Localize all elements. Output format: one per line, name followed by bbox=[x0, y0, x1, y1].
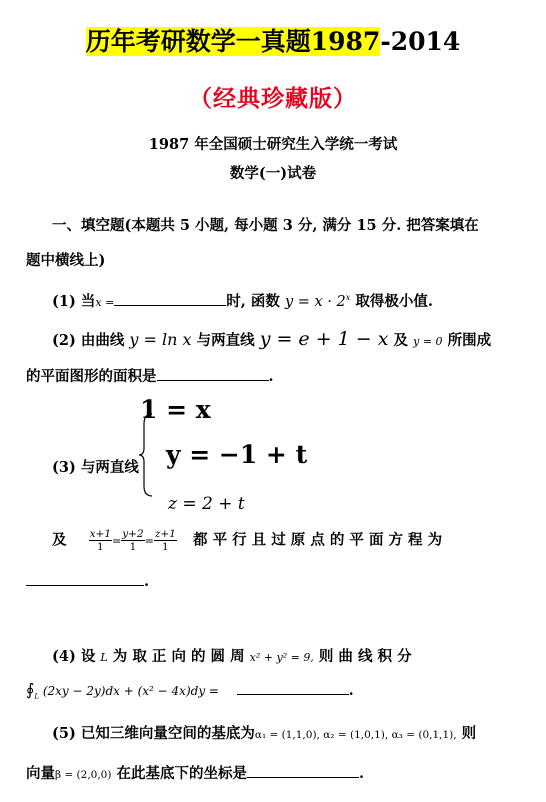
section-intro-line2: 题中横线上) bbox=[26, 252, 106, 269]
q4-tail: 则 曲 线 积 分 bbox=[318, 648, 412, 665]
q2-and: 及 bbox=[393, 332, 409, 349]
q2-line2: y = 0 bbox=[413, 335, 443, 348]
question-4-integral bbox=[26, 680, 354, 700]
q3-brace-icon bbox=[138, 412, 154, 498]
q5-mid: 在此基底下的坐标是 bbox=[111, 765, 248, 782]
q3-tail: 都 平 行 且 过 原 点 的 平 面 方 程 为 bbox=[193, 531, 443, 549]
q4-end: . bbox=[348, 682, 354, 699]
q4-circle: x² + y² = 9, bbox=[249, 651, 314, 664]
question-1 bbox=[52, 290, 433, 311]
question-4 bbox=[52, 645, 412, 666]
q1-tail: 取得极小值. bbox=[350, 293, 433, 310]
q4-integrand: (2xy − 2y)dx + (x² − 4x)dy = bbox=[42, 684, 219, 698]
q5-end: . bbox=[359, 765, 365, 782]
question-3-condition: 及 $\frac{x+1}{1}$ = $\frac{y+2}{1}$ = $\frac{z+1}{1}$ 都 平 行 且 过 原 点 的 平 面 方 程 为 bbox=[52, 528, 443, 553]
q3-label: (3) 与两直线 bbox=[52, 459, 139, 476]
paper-title: 数学(一)试卷 bbox=[229, 165, 317, 182]
q3-and: 及 bbox=[52, 531, 67, 549]
q5-vector-label: 向量 bbox=[26, 765, 55, 782]
q1-eq: = bbox=[101, 296, 115, 309]
q2-end: . bbox=[268, 368, 274, 385]
doc-title-tail: -2014 bbox=[380, 27, 461, 56]
q5-then: 则 bbox=[456, 725, 477, 742]
question-5 bbox=[52, 722, 476, 743]
q3-end: . bbox=[144, 573, 150, 590]
q4-mid: 为 取 正 向 的 圆 周 bbox=[112, 648, 245, 665]
q3-eq1: 1 = x bbox=[140, 395, 211, 424]
question-5-line2 bbox=[26, 762, 364, 783]
question-2-line2 bbox=[26, 365, 274, 386]
question-3-answer bbox=[26, 571, 149, 590]
q2-tail: 所围成 bbox=[442, 332, 492, 349]
q2-answer-blank[interactable] bbox=[157, 366, 269, 381]
q3-frac3: $\frac{z+1}{1}$ bbox=[154, 528, 176, 553]
q3-eq2: y = −1 + t bbox=[166, 440, 308, 469]
q1-exp: x bbox=[345, 293, 351, 303]
q2-prefix: (2) 由曲线 bbox=[52, 332, 125, 349]
q4-prefix: (4) 设 bbox=[52, 648, 96, 665]
q1-var: x bbox=[95, 296, 102, 309]
q1-answer-blank[interactable] bbox=[114, 291, 226, 306]
q5-answer-blank[interactable] bbox=[247, 763, 359, 778]
q1-mid: 时, 函数 bbox=[226, 293, 280, 310]
doc-title-highlight: 历年考研数学一真题1987 bbox=[85, 27, 381, 56]
q3-frac1: $\frac{x+1}{1}$ bbox=[89, 528, 112, 553]
q2-mid: 与两直线 bbox=[191, 332, 255, 349]
q5-basis: α₁ = (1,1,0), α₂ = (1,0,1), α₃ = (0,1,1), bbox=[254, 729, 457, 741]
q5-prefix: (5) 已知三维向量空间的基底为 bbox=[52, 725, 255, 742]
q4-sub: L bbox=[34, 692, 39, 701]
q5-beta: β = (2,0,0) bbox=[55, 769, 112, 781]
q4-L: L bbox=[100, 651, 108, 664]
section-intro-line1: 一、填空题(本题共 5 小题, 每小题 3 分, 满分 15 分. 把答案填在 bbox=[52, 217, 479, 234]
q2-line: y = e + 1 − x bbox=[259, 328, 389, 350]
q1-prefix: (1) 当 bbox=[52, 293, 96, 310]
q2-line2-text: 的平面图形的面积是 bbox=[26, 368, 157, 385]
q4-answer-blank[interactable] bbox=[237, 680, 349, 695]
q3-eq3: z = 2 + t bbox=[168, 494, 245, 514]
doc-subtitle: （经典珍藏版） bbox=[189, 85, 357, 112]
q2-curve: y = ln x bbox=[129, 330, 192, 349]
q1-expr: y = x · 2 bbox=[284, 294, 346, 310]
q3-answer-blank[interactable] bbox=[26, 571, 144, 586]
doc-title bbox=[0, 22, 546, 58]
q3-frac2: $\frac{y+2}{1}$ bbox=[122, 528, 144, 553]
question-2 bbox=[52, 328, 491, 350]
q4-integral-icon: ∮ bbox=[26, 680, 35, 699]
exam-title: 1987 年全国硕士研究生入学统一考试 bbox=[148, 136, 398, 153]
